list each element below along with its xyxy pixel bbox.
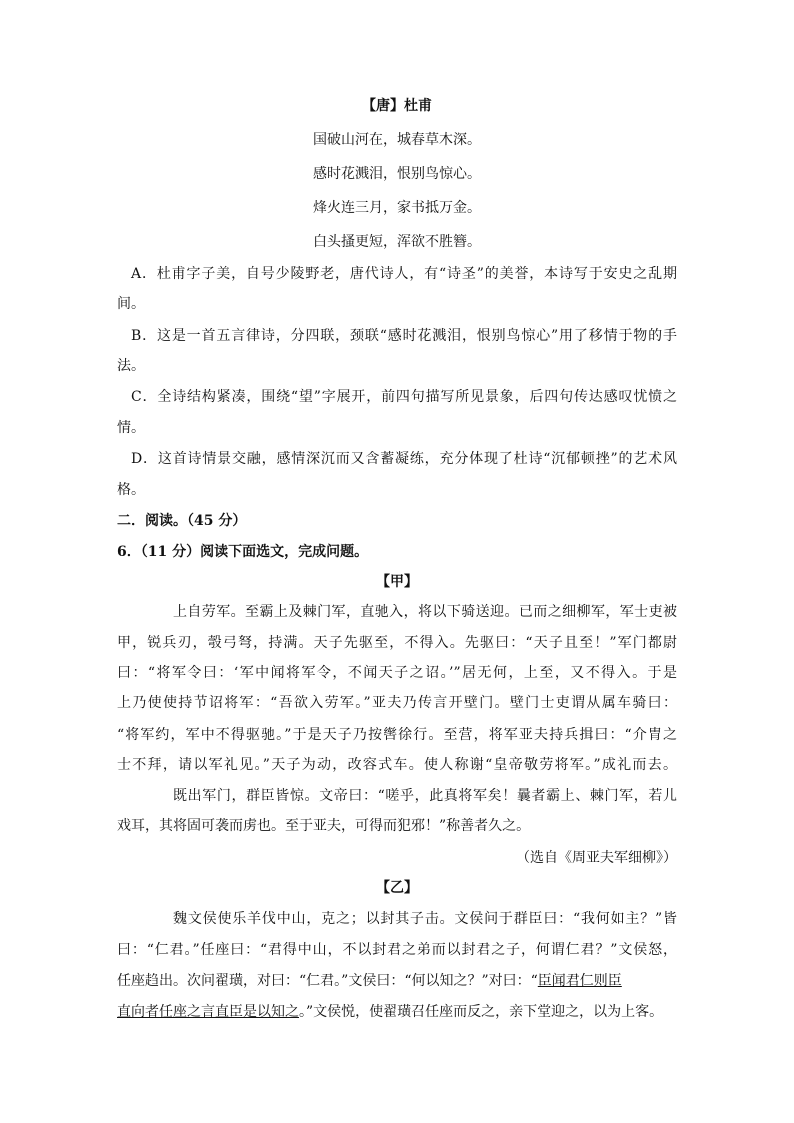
option-d-cont: 格。 (117, 482, 145, 498)
passage-jia-line: 曰：“将军令曰：‘军中闻将军令，不闻天子之诏。’”居无何，上至，又不得入。于是 (117, 665, 677, 681)
option-a-cont: 间。 (117, 296, 145, 312)
passage-jia-label: 【甲】 (376, 574, 418, 590)
section-heading: 二．阅读。（45 分） (117, 513, 247, 529)
poem-line: 感时花溅泪，恨别鸟惊心。 (313, 166, 481, 182)
option-a: A．杜甫字子美，自号少陵野老，唐代诗人，有“诗圣”的美誉，本诗写于安史之乱期 (131, 266, 677, 282)
option-b-cont: 法。 (117, 358, 145, 374)
poem-line: 国破山河在，城春草木深。 (313, 132, 481, 148)
underlined-sentence: 直向者任座之言直臣是以知之 (117, 1004, 299, 1020)
passage-jia-line: 甲，锐兵刃，彀弓弩，持满。天子先驱至，不得入。先驱曰：“天子且至！”军门都尉 (117, 635, 677, 651)
passage-jia-line: 既出军门，群臣皆惊。文帝曰：“嗟乎，此真将军矣！曩者霸上、棘门军，若儿 (173, 788, 677, 804)
option-c-cont: 情。 (117, 420, 145, 436)
passage-yi-label: 【乙】 (376, 880, 418, 896)
passage-jia-line: 戏耳，其将固可袭而虏也。至于亚夫，可得而犯邪！”称善者久之。 (117, 818, 531, 834)
passage-jia-line: “将军约，军中不得驱驰。”于是天子乃按辔徐行。至营，将军亚夫持兵揖曰：“介胄之 (117, 727, 677, 743)
underlined-sentence: 臣闻君仁则臣 (537, 973, 622, 989)
passage-yi-line: 曰：“仁君。”任座曰：“君得中山，不以封君之弟而以封君之子，何谓仁君？”文侯怒， (117, 942, 677, 958)
poem-line: 烽火连三月，家书抵万金。 (313, 200, 481, 216)
passage-jia-line: 士不拜，请以军礼见。”天子为动，改容式车。使人称谢“皇帝敬劳将军。”成礼而去。 (117, 757, 677, 773)
passage-yi-text: 。”文侯悦，使翟璜召任座而反之，亲下堂迎之，以为上客。 (299, 1004, 664, 1020)
option-c: C．全诗结构紧凑，围绕“望”字展开，前四句描写所见景象，后四句传达感叹忧愤之 (131, 389, 677, 405)
option-d: D．这首诗情景交融，感情深沉而又含蓄凝练，充分体现了杜诗“沉郁顿挫”的艺术风 (131, 451, 677, 467)
poem-line: 白头搔更短，浑欲不胜簪。 (313, 234, 481, 250)
passage-yi-line (117, 971, 677, 991)
option-b: B．这是一首五言律诗，分四联，颈联“感时花溅泪，恨别鸟惊心”用了移情于物的手 (131, 328, 677, 344)
question-6: 6．（11 分）阅读下面选文，完成问题。 (117, 544, 369, 560)
passage-jia-source: （选自《周亚夫军细柳》） (516, 850, 677, 866)
passage-jia-line: 上自劳军。至霸上及棘门军，直驰入，将以下骑送迎。已而之细柳军，军士吏被 (173, 604, 677, 620)
passage-yi-line (117, 1002, 677, 1022)
passage-yi-text: 任座趋出。次问翟璜，对曰：“仁君。”文侯曰：“何以知之？”对曰：“ (117, 973, 538, 989)
passage-jia-line: 上乃使使持节诏将军：“吾欲入劳军。”亚夫乃传言开壁门。壁门士吏谓从属车骑曰： (117, 695, 677, 711)
passage-yi-line: 魏文侯使乐羊伐中山，克之；以封其子击。文侯问于群臣曰：“我何如主？”皆 (173, 911, 677, 927)
poem-author: 【唐】杜甫 (362, 98, 432, 114)
